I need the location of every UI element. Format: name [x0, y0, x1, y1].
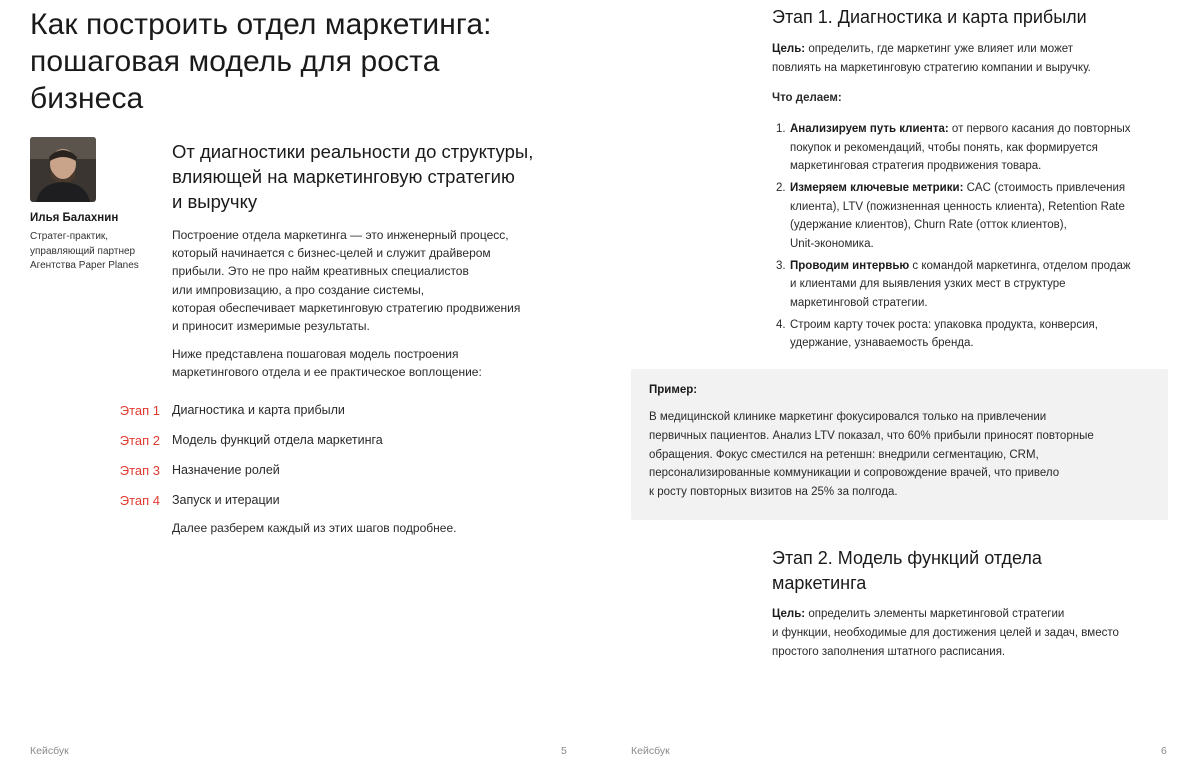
author-role-line: управляющий партнер [30, 245, 136, 257]
footer-label: Кейсбук [631, 745, 670, 757]
item-text [790, 179, 1172, 253]
paragraph-line: или импровизацию, а про создание системы, [172, 282, 425, 297]
paragraph-line: прибыли. Это не про найм креативных специалистов [172, 264, 469, 279]
list-item [772, 316, 1172, 353]
title-line: Как построить отдел маркетинга: [30, 8, 492, 41]
intro-paragraph [172, 226, 582, 335]
item-bold: Проводим интервью [790, 259, 910, 272]
step-number: Этап 2 [119, 432, 160, 448]
intro-section [172, 139, 582, 382]
step-item [100, 485, 550, 515]
stage-2-title [772, 546, 1132, 596]
example-line: персонализированные коммуникации и сопровождение врачей, что привело [649, 467, 1060, 480]
page-number: 5 [561, 745, 567, 757]
paragraph-line: которая обеспечивает маркетинговую стратегию продвижения [172, 300, 521, 315]
item-line: Unit-экономика. [790, 237, 874, 250]
step-label: Диагностика и карта прибыли [172, 403, 345, 417]
item-number: 4. [776, 318, 786, 331]
step-label: Запуск и итерации [172, 493, 280, 507]
author-block [30, 137, 160, 274]
page-title [30, 6, 590, 117]
goal-line: простого заполнения штатного расписания. [772, 646, 1006, 658]
subtitle-line: влияющей на маркетинговую стратегию [172, 166, 515, 187]
author-name: Илья Балахнин [30, 212, 119, 224]
item-line: удержание, узнаваемость бренда. [790, 337, 974, 349]
paragraph-line: Построение отдела маркетинга — это инженерный процесс, [172, 228, 509, 242]
item-number: 3. [776, 259, 786, 272]
example-line: В медицинской клинике маркетинг фокусировался только на привлечении [649, 411, 1047, 423]
item-line: и клиентами для выявления узких мест в структуре [790, 278, 1066, 290]
example-line: первичных пациентов. Анализ LTV показал, что 60% прибыли приносят повторные [649, 429, 1094, 442]
paragraph-line: и приносит измеримые результаты. [172, 319, 370, 334]
item-number: 1. [776, 123, 786, 135]
step-label: Назначение ролей [172, 463, 280, 477]
item-line: Строим карту точек роста: упаковка продукта, конверсия, [790, 318, 1098, 331]
page-6 [600, 0, 1200, 783]
action-list [772, 120, 1172, 356]
stage-1-goal [772, 40, 1172, 78]
item-text [790, 120, 1172, 176]
subtitle-line: и выручку [172, 191, 258, 212]
item-text [790, 257, 1172, 313]
item-line: (удержание клиентов), Churn Rate (отток клиентов), [790, 219, 1067, 231]
subtitle-line: От диагностики реальности до структуры, [172, 141, 534, 162]
list-item [772, 120, 1172, 176]
stage-2-title-line: маркетинга [772, 573, 867, 593]
list-item [772, 257, 1172, 313]
item-bold: Измеряем ключевые метрики: [790, 182, 964, 194]
item-text [790, 316, 1172, 353]
item-bold: Анализируем путь клиента: [790, 123, 949, 135]
title-line: пошаговая модель для роста [30, 45, 440, 78]
author-role-line: Стратег-практик, [30, 231, 109, 242]
example-text [649, 408, 1159, 502]
item-line: с командой маркетинга, отделом продаж [909, 259, 1131, 272]
steps-list [100, 395, 550, 515]
goal-label: Цель: [772, 43, 806, 55]
item-line: маркетинговой стратегии. [790, 296, 928, 309]
example-line: обращения. Фокус сместился на ретеншн: внедрили сегментацию, CRM, [649, 448, 1039, 461]
stage-2-goal [772, 605, 1172, 662]
goal-line: определить, где маркетинг уже влияет или может [805, 43, 1074, 55]
model-intro-paragraph [172, 345, 582, 381]
item-line: CAC (стоимость привлечения [963, 182, 1126, 194]
item-line: покупок и рекомендаций, чтобы понять, как формируется [790, 141, 1098, 154]
section-subtitle [172, 139, 582, 214]
goal-line: и функции, необходимые для достижения целей и задач, вместо [772, 627, 1119, 639]
item-number: 2. [776, 182, 786, 194]
step-number: Этап 3 [119, 462, 160, 478]
title-line: бизнеса [30, 82, 144, 115]
paragraph-line: который начинается с бизнес-целей и служит драйвером [172, 246, 491, 261]
item-line: клиента), LTV (пожизненная ценность клиента), Retention Rate [790, 200, 1125, 213]
example-line: к росту повторных визитов на 25% за полгода. [649, 486, 898, 499]
stage-2-title-line: Этап 2. Модель функций отдела [772, 548, 1042, 568]
goal-label: Цель: [772, 608, 806, 620]
goal-line: определить элементы маркетинговой стратегии [805, 608, 1065, 620]
step-item [100, 455, 550, 485]
what-we-do-heading: Что делаем: [772, 92, 842, 104]
author-role-line: Агентства Paper Planes [30, 260, 139, 271]
step-label: Модель функций отдела маркетинга [172, 433, 383, 447]
item-line: от первого касания до повторных [948, 123, 1131, 135]
footer-label: Кейсбук [30, 745, 69, 757]
goal-line: повлиять на маркетинговую стратегию компании и выручку. [772, 62, 1091, 74]
list-item [772, 179, 1172, 253]
step-number: Этап 1 [119, 402, 160, 418]
paragraph-line: маркетингового отдела и ее практическое воплощение: [172, 365, 482, 380]
author-role [30, 230, 160, 274]
outro-text: Далее разберем каждый из этих шагов подробнее. [172, 521, 457, 535]
page-number: 6 [1161, 745, 1167, 757]
step-item [100, 395, 550, 425]
step-number: Этап 4 [119, 492, 160, 508]
item-line: маркетинговая стратегия продвижения товара. [790, 160, 1042, 172]
example-heading: Пример: [649, 384, 698, 396]
example-callout [631, 369, 1168, 520]
stage-1-title: Этап 1. Диагностика и карта прибыли [772, 7, 1087, 27]
paragraph-line: Ниже представлена пошаговая модель построения [172, 347, 459, 362]
step-item [100, 425, 550, 455]
author-photo [30, 137, 96, 202]
